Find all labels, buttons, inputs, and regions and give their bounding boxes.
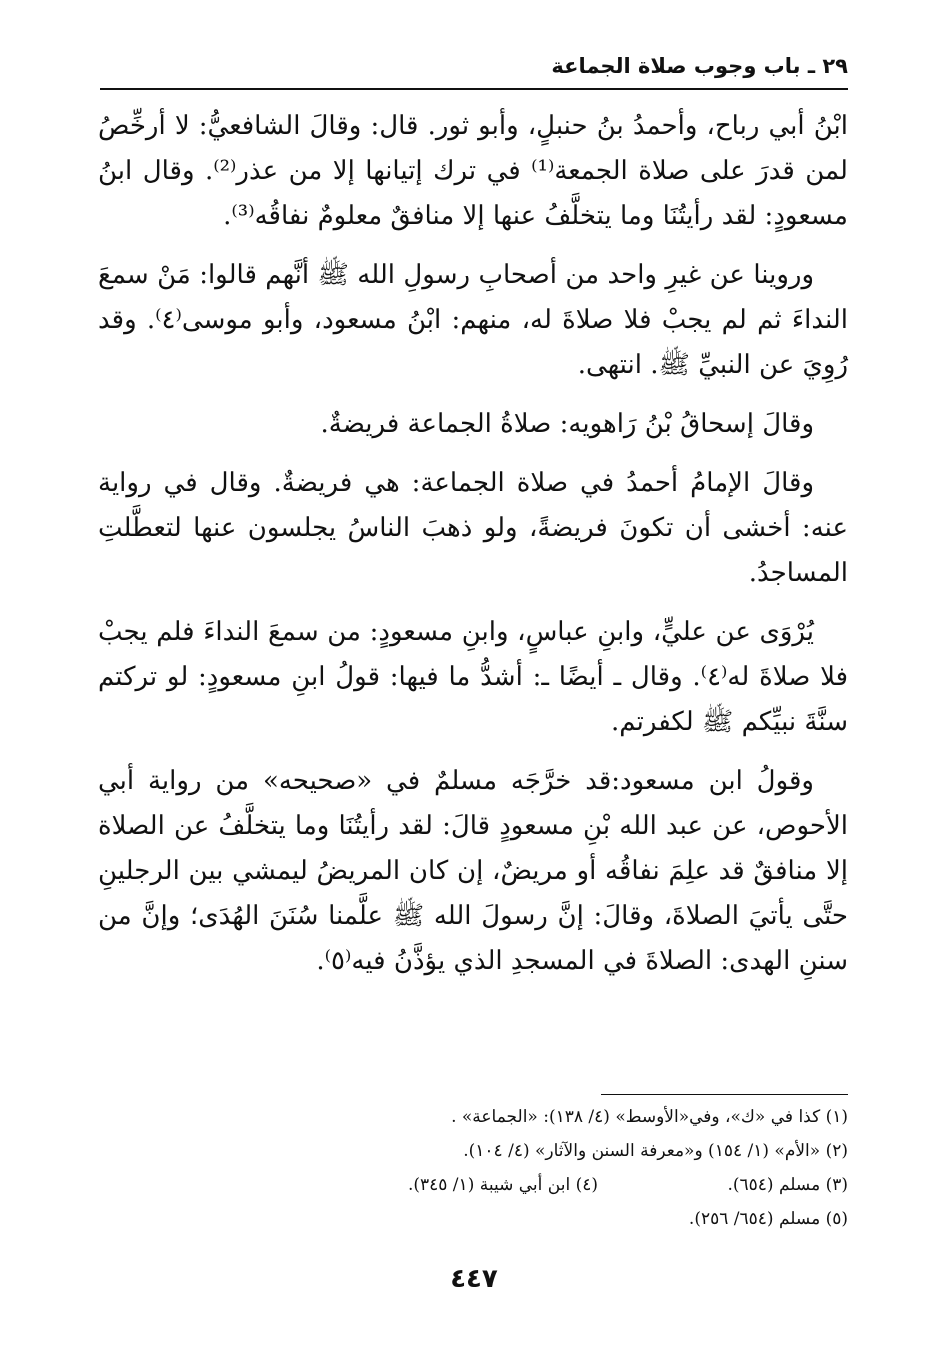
paragraph-6: وقولُ ابن مسعود:قد خرَّجَه مسلمٌ في «صحيحه» من رواية أبي الأحوص، عن عبد الله بْنِ مسعودٍ قالَ: لقد رأيتُنَا وما يتخلَّفُ عن الصلاة إلا منافقٌ قد علِمَ نفاقُه أو مريضٌ، إن كان المريضُ ليمشي بين الرجلينِ حتَّى يأتيَ الصلاةَ، وقالَ: إنَّ رسولَ الله ﷺ علَّمنا سُنَنَ الهُدَى؛ وإنَّ من سننِ الهدى: الصلاةَ في المسجدِ الذي يؤذَّنُ فيه⁽٥⁾. [98, 766, 848, 976]
running-title: ٢٩ ـ باب وجوب صلاة الجماعة [551, 54, 848, 78]
paragraph-3: وقالَ إسحاقُ بْنُ رَاهويه: صلاةُ الجماعة فريضةٌ. [320, 409, 814, 439]
main-text [98, 104, 848, 984]
paragraph-1: ابْنُ أبي رباح، وأحمدُ بنُ حنبلٍ، وأبو ثور. قال: وقالَ الشافعيُّ: لا أرخِّصُ لمن قدرَ على صلاة الجمعة⁽¹⁾ في ترك إتيانها إلا من عذر⁽²⁾. وقال ابنُ مسعودٍ: لقد رأيتُنَا وما يتخلَّفُ عنها إلا منافقٌ معلومٌ نفاقُه⁽³⁾. [98, 111, 848, 231]
paragraph-5: يُرْوَى عن عليٍّ، وابنِ عباسٍ، وابنِ مسعودٍ: من سمعَ النداءَ فلم يجبْ فلا صلاةَ له⁽٤⁾. وقال ـ أيضًا ـ: أشدُّ ما فيها: قولُ ابنِ مسعودٍ: لو تركتم سنَّةَ نبيِّكم ﷺ لكفرتم. [98, 617, 849, 737]
footnote-5: (٥) مسلم (٦٥٤/ ٢٥٦). [688, 1209, 848, 1229]
footnote-1: (١) كذا في «ك»، وفي«الأوسط» (٤/ ١٣٨): «الجماعة» . [451, 1107, 848, 1127]
paragraph-4: وقالَ الإمامُ أحمدُ في صلاة الجماعة: هي فريضةٌ. وقال في رواية عنه: أخشى أن تكونَ فريضةً، ولو ذهبَ الناسُ يجلسون عنها لتعطَّلتِ المساجدُ. [98, 468, 848, 588]
footnote-rule [601, 1094, 848, 1095]
paragraph-2: وروينا عن غيرِ واحد من أصحابِ رسولِ الله ﷺ أنَّهم قالوا: مَنْ سمعَ النداءَ ثم لم يجبْ فلا صلاةَ له، منهم: ابْنُ مسعود، وأبو موسى⁽٤⁾. وقد رُوِيَ عن النبيِّ ﷺ. انتهى. [98, 260, 848, 380]
footnote-3: (٣) مسلم (٦٥٤). [727, 1175, 848, 1195]
footnote-4: (٤) ابن أبي شيبة (١/ ٣٤٥). [407, 1175, 598, 1195]
page-number: ٤٤٧ [450, 1264, 498, 1294]
footnote-row-3-4 [100, 1168, 848, 1202]
footnotes [100, 1100, 848, 1236]
footnote-2: (٢) «الأم» (١/ ١٥٤) و«معرفة السنن والآثار» (٤/ ١٠٤). [463, 1141, 848, 1161]
header-rule [100, 88, 848, 90]
